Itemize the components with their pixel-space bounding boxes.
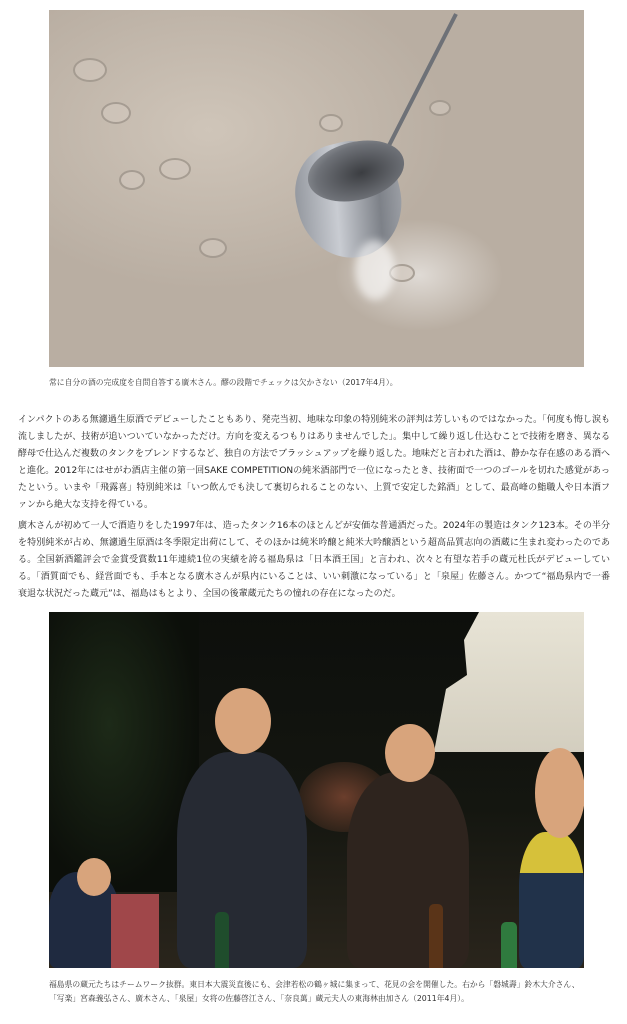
person-head [385, 724, 435, 782]
pouring-sake [355, 240, 395, 300]
foam-bubble [73, 58, 107, 82]
bottle [429, 904, 443, 968]
box [111, 894, 159, 968]
person-jacket [177, 752, 307, 968]
bottle [501, 922, 517, 968]
person-head [215, 688, 271, 754]
foam-bubble [119, 170, 145, 190]
bottle [215, 912, 229, 968]
person-yellow-jacket [519, 832, 584, 968]
foam-bubble [159, 158, 191, 180]
figure2-caption: 福島県の蔵元たちはチームワーク抜群。東日本大震災直後にも、会津若松の鶴ヶ城に集まって、花見の会を開催した。右から「磐城壽」鈴木大介さん、「写楽」宮森義弘さん、廣木さん、「泉屋」女将の佐藤啓江さん、「奈良萬」蔵元夫人の東海林由加さん（2011年4月）。 [49, 980, 580, 1003]
figure1-caption: 常に自分の酒の完成度を自問自答する廣木さん。醪の段階でチェックは欠かさない（2017年4月）。 [49, 378, 398, 387]
foam-bubble [199, 238, 227, 258]
person-leather-jacket [347, 772, 469, 968]
foam-bubble [429, 100, 451, 116]
ladle-handle [382, 13, 458, 157]
sake-ladle-photo [49, 10, 584, 367]
brewers-team-photo [49, 612, 584, 968]
foam-bubble [319, 114, 343, 132]
person-head [535, 748, 584, 838]
foam-bubble [101, 102, 131, 124]
body-paragraph-1: インパクトのある無濾過生原酒でデビューしたこともあり、発売当初、地味な印象の特別純米の評判は芳しいものではなかった。「何度も悔し涙も流しましたが、技術が追いついていなかっただけ。方向を変えるつもりはありませんでした」。集中して繰り返し仕込むことで技術を磨き、異なる酵母で仕込んだ複数のタンクをブレンドするなど、独自の方法でブラッシュアップを繰り返した。地味だと言われた酒は、静かな存在感のある酒へと進化。2012年にはせがわ酒店主催の第一回SAKE COMPETITIONの純米酒部門で一位になったとき、技術面で一つのゴールを切れた感覚があったという。いまや「飛露喜」特別純米は「いつ飲んでも決して裏切られることのない、上質で安定した銘酒」として、最高峰の鮨職人や日本酒ファンから絶大な支持を得ている。 [18, 415, 610, 510]
person-head [77, 858, 111, 896]
body-paragraph-2: 廣木さんが初めて一人で酒造りをした1997年は、造ったタンク16本のほとんどが安価な普通酒だった。2024年の製造はタンク123本。その半分を特別純米が占め、無濾過生原酒は冬季限定出荷にして、そのほかは純米吟醸と純米大吟醸酒という超高品質志向の酒蔵に生まれ変わったのである。全国新酒鑑評会で金賞受賞数11年連続1位の実績を誇る福島県は「日本酒王国」と言われ、次々と有望な若手の蔵元杜氏がデビューしている。「酒質面でも、経営面でも、手本となる廣木さんが県内にいることは、いい刺激になっている」と「泉屋」佐藤さん。かつて“福島県内で一番衰退な状況だった蔵元”は、福島はもとより、全国の後輩蔵元たちの憧れの存在になったのだ。 [18, 521, 610, 599]
castle-building [434, 612, 584, 752]
